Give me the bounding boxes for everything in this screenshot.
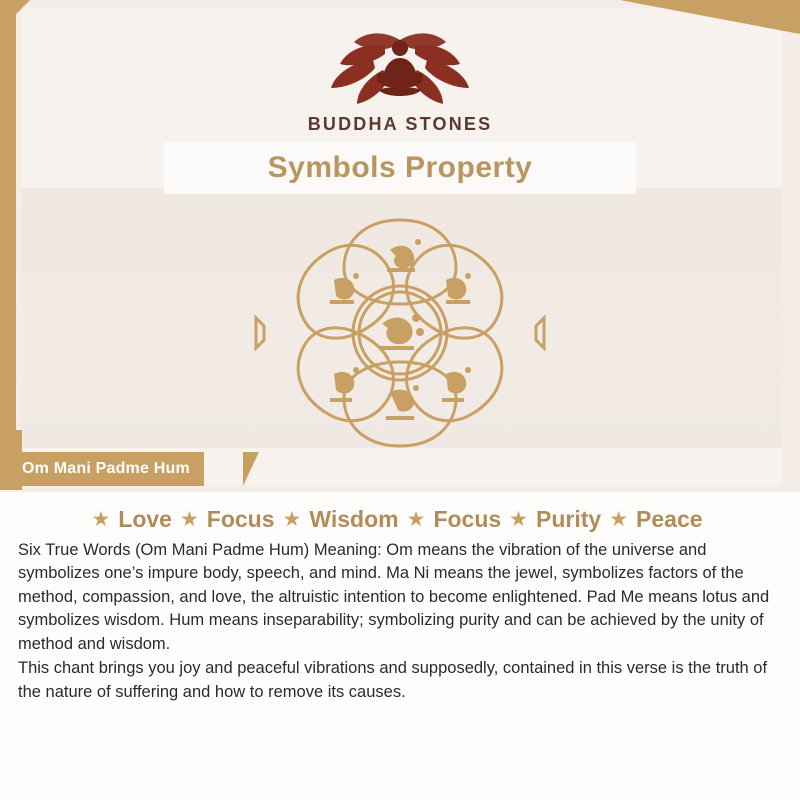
star-icon: ★ (179, 508, 199, 531)
keyword-peace: Peace (636, 506, 703, 532)
star-icon: ★ (509, 508, 528, 531)
star-icon: ★ (91, 508, 111, 531)
keyword-focus-1: Focus (206, 506, 275, 532)
description-section (0, 492, 800, 800)
page-title: Symbols Property (267, 151, 533, 184)
description-text (0, 539, 800, 704)
keyword-love: Love (118, 506, 172, 532)
star-icon: ★ (609, 508, 629, 531)
keyword-purity: Purity (536, 506, 602, 532)
keyword-wisdom: Wisdom (309, 506, 399, 532)
mantra-ribbon-tail-icon (243, 452, 259, 486)
description-paragraph-1: Six True Words (Om Mani Padme Hum) Meaning: Om means the vibration of the universe and symbolizes one’s impure body, speech, and mind. Ma Ni means the jewel, symbolizes factors of the method, compassion, and love, the altruistic intention to become enlightened. Pad Me means lotus and symbolizes wisdom. Hum means inseparability; symbolizing purity and can be achieved by the unity of method and wisdom. (18, 541, 770, 653)
lotus-meditation-icon (0, 16, 800, 112)
om-mani-padme-hum-mandala-icon (250, 463, 550, 480)
brand-name: BUDDHA STONES (307, 114, 493, 134)
star-icon: ★ (282, 508, 302, 531)
keyword-focus-2: Focus (433, 506, 502, 532)
star-icon: ★ (406, 508, 426, 531)
description-paragraph-2: This chant brings you joy and peaceful vibrations and supposedly, contained in this verse is the truth of the nature of suffering and how to remove its causes. (18, 659, 768, 701)
mantra-ribbon-label: Om Mani Padme Hum (22, 460, 190, 477)
keyword-list (0, 492, 800, 539)
mandala-illustration (0, 206, 800, 481)
brand-header (0, 16, 800, 135)
mantra-ribbon (0, 452, 204, 486)
section-title-band (164, 142, 636, 194)
